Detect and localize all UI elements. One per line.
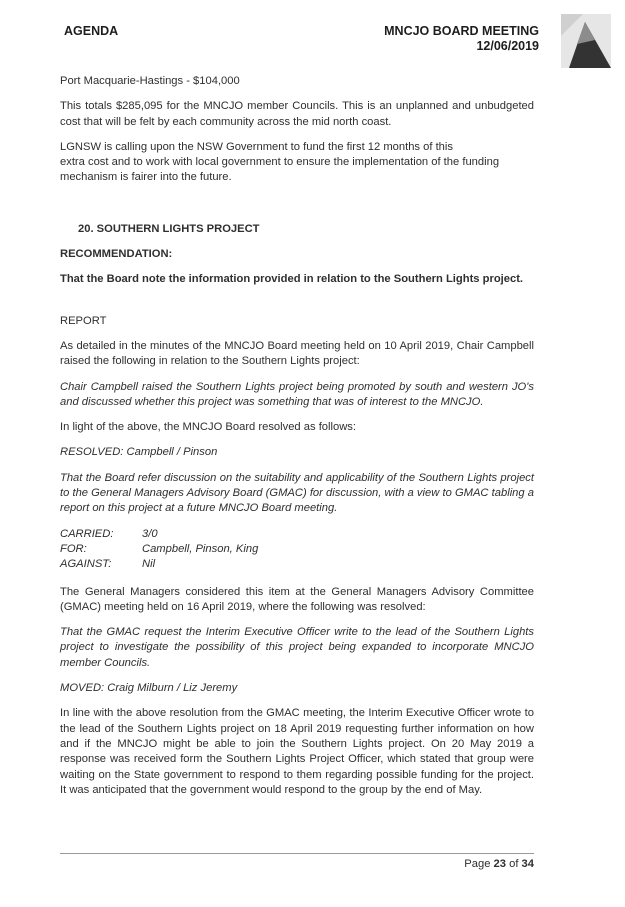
paragraph: In light of the above, the MNCJO Board resolved as follows:: [60, 421, 356, 434]
paragraph: In line with the above resolution from the GMAC meeting, the Interim Executive Officer wrote to the lead of the Southern Lights project on 18 April 2019 requesting further information on how and if the MNCJO might be able to join the Southern Lights project. On 20 May 2019 a response was received form the Southern Lights Project Officer, which stated that group were waiting on the State government to respond to them regarding possible funding for the project. It was anticipated that the government would respond to the group by the end of May.: [60, 707, 534, 796]
page-body: [60, 74, 534, 808]
paragraph: [60, 140, 534, 186]
page-current: 23: [493, 858, 506, 870]
page-mid: of: [506, 858, 522, 870]
page-number: [464, 858, 534, 870]
report-label: REPORT: [60, 314, 107, 327]
paragraph: As detailed in the minutes of the MNCJO Board meeting held on 10 April 2019, Chair Campbell raised the following in relation to the Southern Lights project:: [60, 339, 534, 368]
vote-value: Nil: [142, 558, 156, 571]
paragraph: The General Managers considered this item at the General Managers Advisory Committee (GMAC) meeting held on 16 April 2019, where the following was resolved:: [60, 585, 534, 613]
meeting-date: 12/06/2019: [476, 39, 539, 53]
paragraph: This totals $285,095 for the MNCJO member Councils. This is an unplanned and unbudgeted cost that will be felt by each community across the mid north coast.: [60, 100, 534, 128]
quote-paragraph: That the GMAC request the Interim Executive Officer write to the lead of the Southern Lights project to investigate the possibility of this project being expanded to incorporate MNCJO member Councils.: [60, 626, 534, 669]
vote-key: CARRIED:: [60, 527, 114, 540]
header-agenda: AGENDA: [64, 24, 119, 38]
recommendation-label: RECOMMENDATION:: [60, 248, 173, 261]
resolved-line: RESOLVED: Campbell / Pinson: [60, 446, 218, 459]
vote-key: AGAINST:: [60, 558, 112, 571]
quote-paragraph: Chair Campbell raised the Southern Lights project being promoted by south and western JO's and discussed whether this project was something that was of interest to the MNCJO.: [60, 380, 534, 408]
vote-value: 3/0: [142, 527, 158, 540]
mncjo-logo-icon: [561, 14, 611, 68]
vote-key: FOR:: [60, 542, 87, 555]
vote-value: Campbell, Pinson, King: [142, 542, 259, 555]
section-title: 20. SOUTHERN LIGHTS PROJECT: [78, 222, 260, 235]
paragraph-line: LGNSW is calling upon the NSW Government to fund the first 12 months of this: [60, 140, 453, 153]
paragraph-line: extra cost and to work with local government to ensure the implementation of the funding mechanism is fairer into the future.: [60, 156, 500, 184]
footer-divider: [60, 853, 534, 854]
page-prefix: Page: [464, 858, 494, 870]
page-total: 34: [521, 858, 534, 870]
vote-table: [60, 527, 534, 573]
header-meeting: [384, 24, 539, 54]
vote-row: [60, 527, 534, 542]
vote-row: [60, 557, 534, 572]
meeting-title: MNCJO BOARD MEETING: [384, 24, 539, 38]
paragraph: Port Macquarie-Hastings - $104,000: [60, 75, 240, 87]
moved-line: MOVED: Craig Milburn / Liz Jeremy: [60, 682, 238, 695]
quote-paragraph: That the Board refer discussion on the suitability and applicability of the Southern Lights project to the General Managers Advisory Board (GMAC) for discussion, with a view to GMAC tabling a report on this project at a future MNCJO Board meeting.: [60, 471, 534, 515]
recommendation-text: That the Board note the information provided in relation to the Southern Lights project.: [60, 273, 524, 286]
vote-row: [60, 542, 534, 557]
